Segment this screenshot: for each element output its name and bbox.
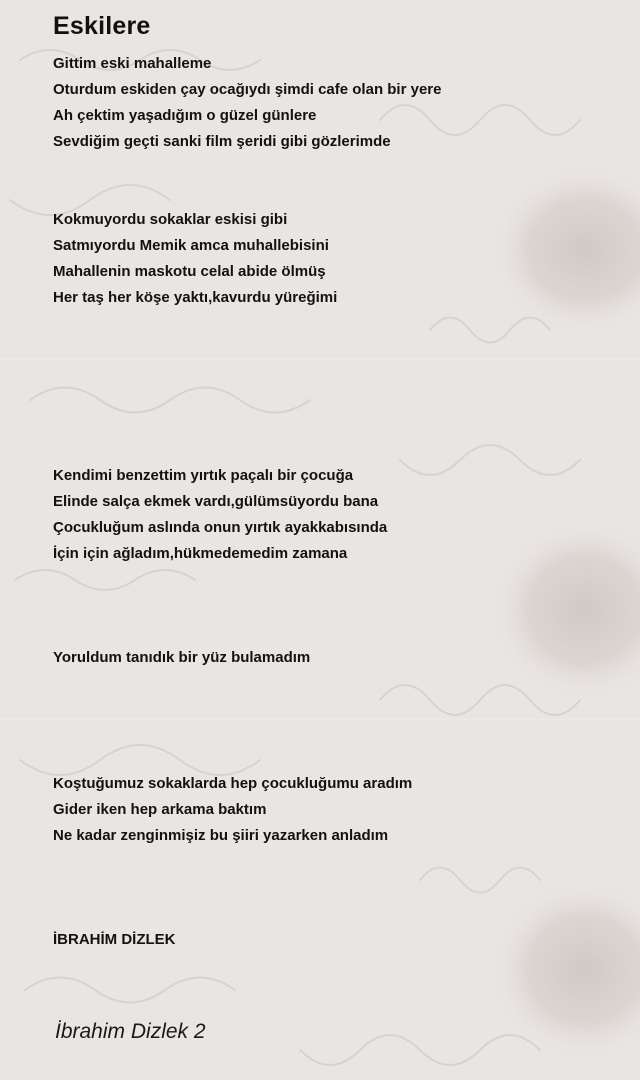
poem-line: Kokmuyordu sokaklar eskisi gibi [53, 211, 288, 228]
poem-line: Elinde salça ekmek vardı,gülümsüyordu bana [53, 493, 379, 510]
poem-line: Satmıyordu Memik amca muhallebisini [53, 237, 329, 254]
poem-line: Sevdiğim geçti sanki film şeridi gibi gözlerimde [53, 133, 391, 150]
poem-line: Koştuğumuz sokaklarda hep çocukluğumu aradım [53, 775, 413, 792]
poem-line: Ah çektim yaşadığım o güzel günlere [53, 107, 317, 124]
poem-line: Ne kadar zenginmişiz bu şiiri yazarken anladım [53, 827, 389, 844]
poem-line: Mahallenin maskotu celal abide ölmüş [53, 263, 326, 280]
poem-author: İBRAHİM DİZLEK [53, 931, 176, 948]
poem-line: Her taş her köşe yaktı,kavurdu yüreğimi [53, 289, 338, 306]
poem-line: Kendimi benzettim yırtık paçalı bir çocuğa [53, 467, 354, 484]
poem-line: İçin için ağladım,hükmedemedim zamana [53, 545, 348, 562]
author-signature: İbrahim Dizlek 2 [55, 1020, 206, 1043]
poem-line: Gittim eski mahalleme [53, 55, 212, 72]
poem-line: Çocukluğum aslında onun yırtık ayakkabısında [53, 519, 388, 536]
poem-line: Yoruldum tanıdık bir yüz bulamadım [53, 649, 311, 666]
poem-line: Oturdum eskiden çay ocağıydı şimdi cafe olan bir yere [53, 81, 442, 98]
poem-line: Gider iken hep arkama baktım [53, 801, 267, 818]
poem-title: Eskilere [53, 12, 151, 40]
